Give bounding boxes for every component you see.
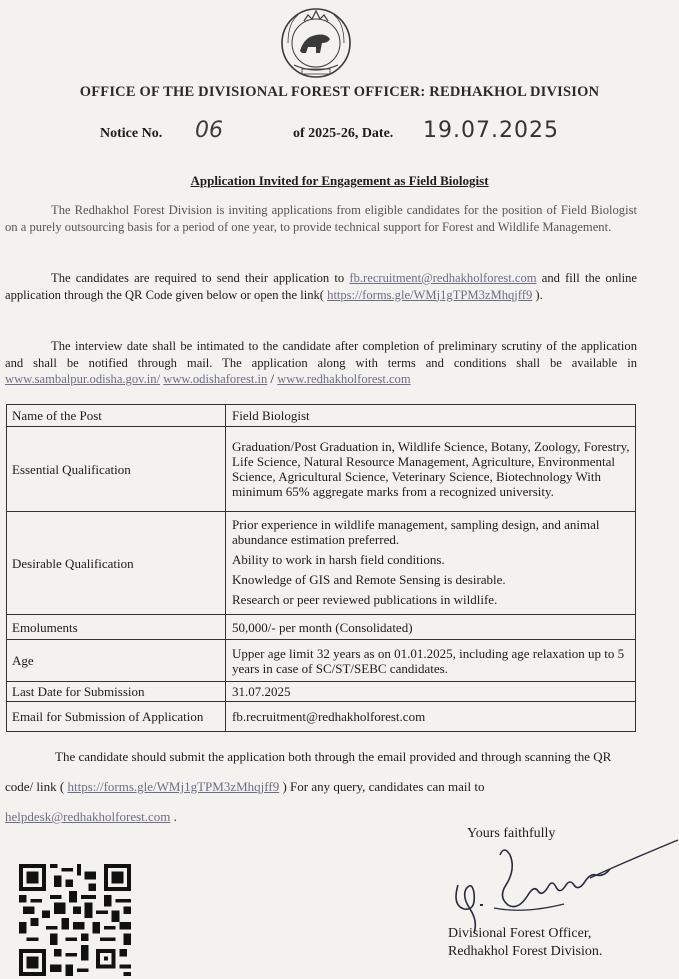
essential-label: Essential Qualification [7,427,226,512]
paragraph-submission-text1: The candidate should submit the application both through the email provided and through scanning the QR code/ link ( [5,749,612,794]
notice-date: 19.07.2025 [423,118,559,143]
notice-number: 06 [195,118,223,143]
notice-line [0,118,679,152]
designation-line-2: Redhakhol Forest Division. [448,944,603,959]
paragraph-intro [5,202,637,235]
designation-line-1: Divisional Forest Officer, [448,926,592,941]
post-value: Field Biologist [226,405,636,427]
email-label: Email for Submission of Application [7,702,226,732]
office-title: OFFICE OF THE DIVISIONAL FOREST OFFICER: REDHAKHOL DIVISION [79,84,600,100]
essential-value: Graduation/Post Graduation in, Wildlife Science, Botany, Zoology, Forestry, Life Science, Natural Resource Management, Agriculture, Environmental Science, Agricultural Science, Veterinary Science, Biotechnology With minimum 65% aggregate marks from a recognized university. [226,427,636,512]
paragraph-application-text1: The candidates are required to send their application to [51,271,345,285]
desirable-label: Desirable Qualification [7,512,226,615]
table-row [7,702,636,732]
form-link[interactable]: https://forms.gle/WMj1gTPM3zMhqjff9 [327,287,533,302]
closing-text: Yours faithfully [467,826,556,841]
form-link-2[interactable]: https://forms.gle/WMj1gTPM3zMhqjff9 [67,779,280,794]
site-separator: / [270,372,275,386]
redhakholforest-site-link[interactable]: www.redhakholforest.com [277,372,411,386]
odisha-government-emblem-icon [274,3,358,93]
qr-code-icon[interactable] [18,864,132,976]
table-row [7,682,636,702]
age-label: Age [7,640,226,682]
age-value: Upper age limit 32 years as on 01.01.2025, including age relaxation up to 5 years in case of SC/ST/SEBC candidates. [226,640,636,682]
designation-block [448,925,602,961]
desirable-item: Ability to work in harsh field conditions. [232,551,445,567]
last-date-value: 31.07.2025 [226,682,636,702]
handwritten-signature-icon [440,830,679,940]
post-details-table [6,404,636,732]
notice-heading: Application Invited for Engagement as Field Biologist [190,173,489,188]
desirable-item: Research or peer reviewed publications in wildlife. [232,591,498,607]
desirable-value [226,512,636,615]
notice-year-label: of 2025-26, Date. [293,126,394,141]
paragraph-interview [5,338,637,388]
email-value: fb.recruitment@redhakholforest.com [226,702,636,732]
paragraph-application [5,270,637,303]
post-label: Name of the Post [7,405,226,427]
last-date-label: Last Date for Submission [7,682,226,702]
emoluments-label: Emoluments [7,615,226,640]
odishaforest-site-link[interactable]: www.odishaforest.in [163,372,268,386]
helpdesk-email-link[interactable]: helpdesk@redhakholforest.com [5,809,171,824]
paragraph-intro-text: The Redhakhol Forest Division is inviting applications from eligible candidates for the position of Field Biologist on a purely outsourcing basis for a period of one year, to provide technical support for Forest and Wildlife Management. [5,203,637,234]
paragraph-submission-text3: . [173,809,177,824]
desirable-item: Prior experience in wildlife management, sampling design, and animal abundance estimation preferred. [232,516,600,547]
paragraph-submission [5,742,641,832]
table-row [7,405,636,427]
notice-label: Notice No. [100,126,163,141]
recruitment-email-link[interactable]: fb.recruitment@redhakholforest.com [349,271,537,285]
desirable-item: Knowledge of GIS and Remote Sensing is desirable. [232,571,506,587]
table-row [7,427,636,512]
sambalpur-site-link[interactable]: www.sambalpur.odisha.gov.in/ [5,372,161,386]
emoluments-value: 50,000/- per month (Consolidated) [226,615,636,640]
table-row [7,512,636,615]
paragraph-interview-text: The interview date shall be intimated to the candidate after completion of preliminary scrutiny of the application and shall be notified through mail. The application along with terms and conditions shall be available in [5,339,637,370]
paragraph-application-text2: and fill the online application through the QR Code given below or open the link( [5,271,638,302]
paragraph-application-text3: ). [535,287,543,302]
paragraph-submission-text2: ) For any query, candidates can mail to [282,779,485,794]
table-row [7,615,636,640]
table-row [7,640,636,682]
